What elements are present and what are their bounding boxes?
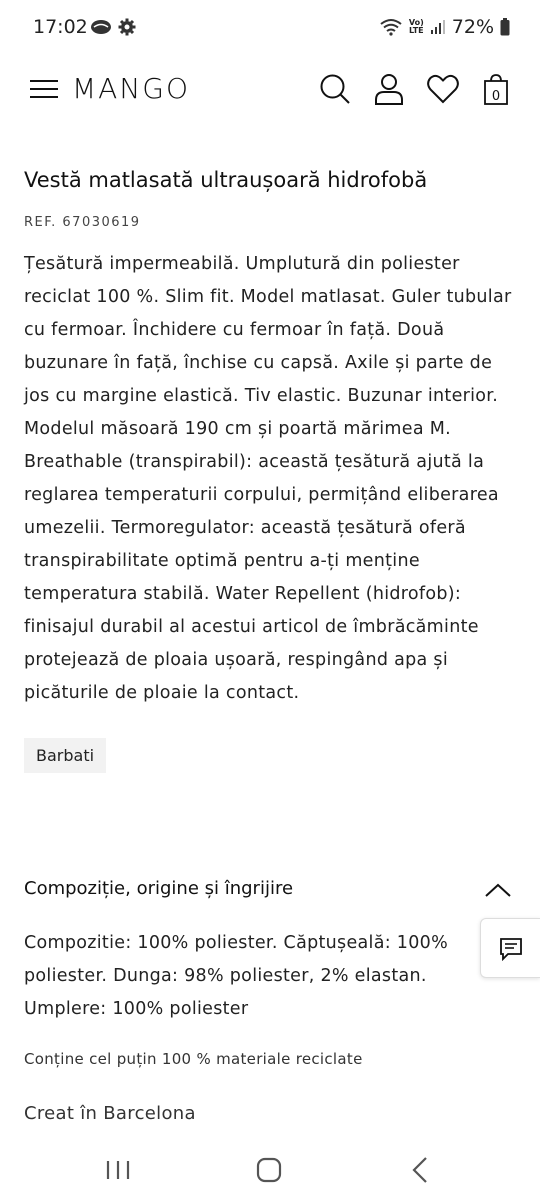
search-icon[interactable] xyxy=(318,72,352,106)
chat-icon xyxy=(499,937,523,961)
battery-icon xyxy=(500,18,510,36)
chevron-up-icon[interactable] xyxy=(484,882,512,898)
composition-title: Compoziție, origine și îngrijire xyxy=(24,878,294,899)
home-icon[interactable] xyxy=(249,1150,289,1190)
product-reference: REF. 67030619 xyxy=(24,215,141,230)
recycled-note: Conține cel puțin 100 % materiale reciclate xyxy=(24,1050,363,1068)
settings-gear-icon xyxy=(118,18,136,36)
product-title: Vestă matlasată ultraușoară hidrofobă xyxy=(24,168,428,192)
origin-text: Creat în Barcelona xyxy=(24,1103,196,1124)
category-tag[interactable]: Barbati xyxy=(24,738,106,773)
site-header xyxy=(0,58,540,122)
wifi-icon xyxy=(379,18,403,36)
heart-icon[interactable] xyxy=(426,72,460,106)
product-description: Țesătură impermeabilă. Umplutură din poliester reciclat 100 %. Slim fit. Model matlasat. Guler tubular cu fermoar. Închidere cu fermoar în față. Două buzunare în față, închise cu capsă. Axile și parte de jos cu margine elastică. Tiv elastic. Buzunar interior. Modelul măsoară 190 cm și poartă mărimea M. Breathable (transpirabil): această țesătură ajută la reglarea temperaturii corpului, permițând eliberarea umezelii. Termoregulator: această țesătură oferă transpirabilitate optimă pentru a-ți menține temperatura stabilă. Water Repellent (hidrofob): finisajul durabil al acestui articol de îmbrăcăminte protejează de ploaia ușoară, respingând apa și picăturile de ploaie la contact. xyxy=(24,254,512,703)
notification-cloud-icon xyxy=(90,18,112,36)
shopping-bag-icon[interactable] xyxy=(482,72,510,106)
mango-logo[interactable]: MANGO xyxy=(72,72,190,105)
back-icon[interactable] xyxy=(400,1150,440,1190)
recent-apps-icon[interactable] xyxy=(98,1150,138,1190)
status-time: 17:02 xyxy=(33,16,88,38)
signal-icon xyxy=(430,19,446,35)
cart-count: 0 xyxy=(491,89,501,104)
user-icon[interactable] xyxy=(372,72,406,106)
product-info xyxy=(24,165,520,773)
chat-button[interactable] xyxy=(480,918,540,978)
battery-percent: 72% xyxy=(451,16,494,38)
system-navigation-bar xyxy=(0,1140,540,1200)
composition-text: Compozitie: 100% poliester. Căptușeală: 100% poliester. Dunga: 98% poliester, 2% elastan. Umplere: 100% poliester xyxy=(24,933,449,1019)
composition-accordion-header[interactable] xyxy=(24,872,520,906)
status-bar xyxy=(0,0,540,58)
hamburger-menu-icon[interactable] xyxy=(30,80,58,100)
volte-indicator: Vo) LTE xyxy=(408,18,424,35)
